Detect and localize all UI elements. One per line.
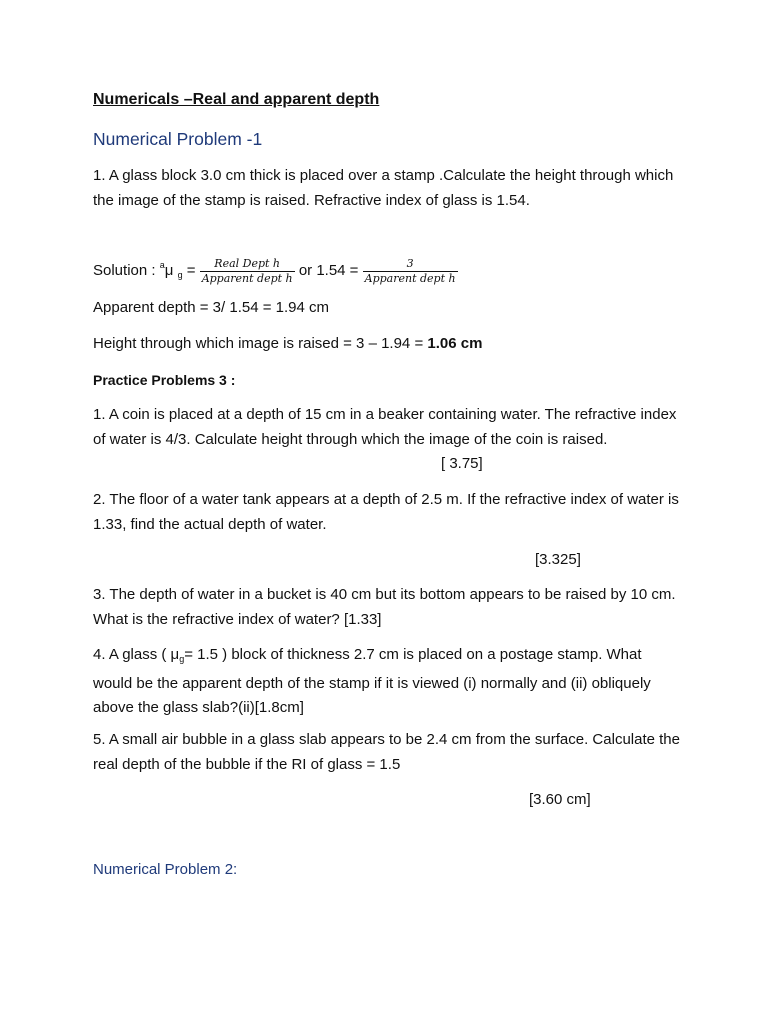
page-title: Numericals –Real and apparent depth [93,91,380,108]
problem2-heading: Numerical Problem 2: [93,861,238,878]
subscript-g: g [179,654,185,664]
fraction1-numerator: Real Dept h [200,257,295,272]
practice-problem-1-answer: [ 3.75] [441,455,483,472]
problem1-heading: Numerical Problem -1 [93,129,263,149]
practice-problem-1: 1. A coin is placed at a depth of 15 cm in a beaker containing water. The refractive index of water is 4/3. Calculate height through which the image of the coin is raised. [93,406,677,448]
problem1-solution [93,250,683,285]
fraction2-numerator: 3 [363,257,458,272]
mu-symbol: μ [170,646,180,663]
equals-sign: = [186,262,196,279]
height-line-text: Height through which image is raised = 3 – 1.94 = [93,335,428,352]
apparent-depth-line: Apparent depth = 3/ 1.54 = 1.94 cm [93,299,330,316]
solution-label: Solution : [93,262,156,279]
fraction-3-over-apparent [363,257,458,286]
practice-problem-4 [93,643,683,721]
practice-heading: Practice Problems 3 : [93,372,236,388]
practice-problem-5: 5. A small air bubble in a glass slab appears to be 2.4 cm from the surface. Calculate the real depth of the bubble if the RI of glass = 1.5 [93,731,680,773]
fraction-real-over-apparent [200,257,295,286]
height-raised-line [93,332,683,357]
problem1-question: 1. A glass block 3.0 cm thick is placed over a stamp .Calculate the height through which the image of the stamp is raised. Refractive index of glass is 1.54. [93,167,674,209]
practice-problem-5-answer: [3.60 cm] [529,791,591,808]
problem4-rest: = 1.5 ) block of thickness 2.7 cm is placed on a postage stamp. What would be the apparent depth of the stamp if it is viewed (i) normally and (ii) obliquely above the glass slab?(ii)[1.8cm] [93,646,651,716]
superscript-a: a [159,260,165,270]
mu-symbol: μ [164,262,174,279]
practice-problem-2: 2. The floor of a water tank appears at a depth of 2.5 m. If the refractive index of water is 1.33, find the actual depth of water. [93,491,679,533]
fraction1-denominator: Apparent dept h [201,271,293,285]
fraction2-denominator: Apparent dept h [364,271,456,285]
height-line-answer: 1.06 cm [427,335,483,352]
problem4-prefix: 4. A glass ( [93,646,171,663]
practice-problem-2-answer: [3.325] [535,551,581,568]
practice-problem-3: 3. The depth of water in a bucket is 40 cm but its bottom appears to be raised by 10 cm. What is the refractive index of water? [1.33] [93,586,676,628]
subscript-g: g [177,270,183,280]
or-text: or 1.54 = [298,262,359,279]
